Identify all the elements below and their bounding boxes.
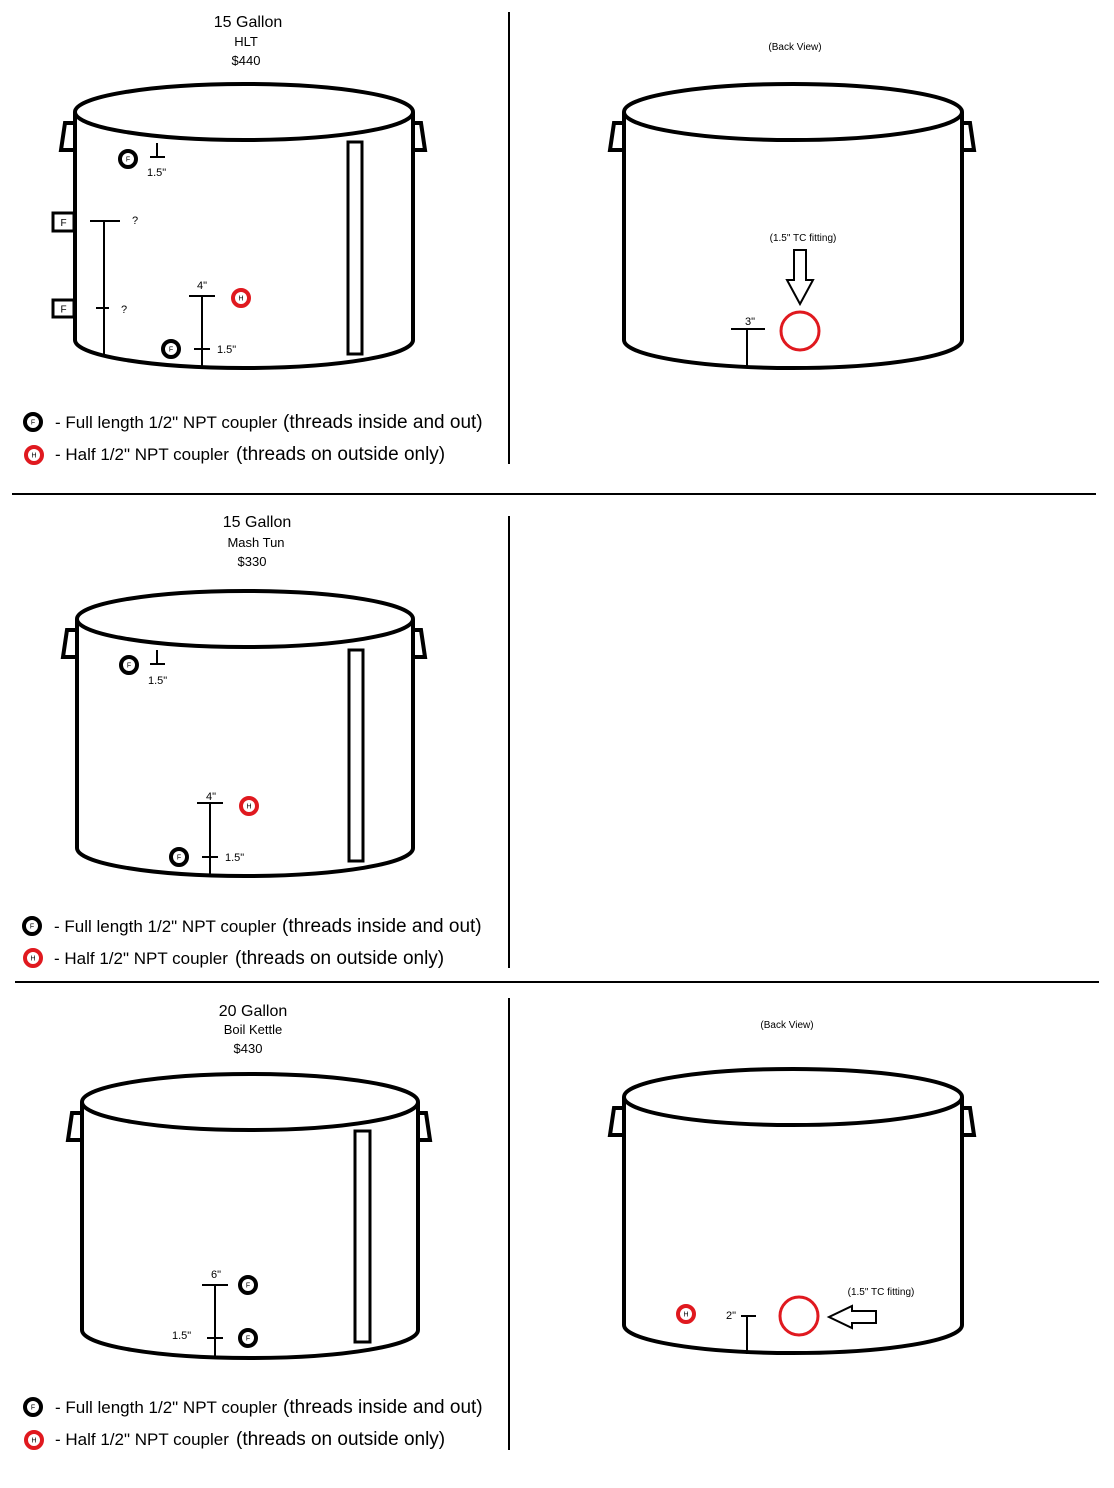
half-coupler-legend-letter: H <box>30 955 36 963</box>
dim-label-back: 3" <box>745 316 756 328</box>
full-coupler-letter: F <box>125 156 131 164</box>
mash-size: 15 Gallon <box>222 514 292 531</box>
sight-glass <box>349 650 363 861</box>
boil-price: $430 <box>233 1041 263 1056</box>
pot-rim <box>624 1069 962 1125</box>
pot-rim <box>75 84 413 140</box>
handle-left <box>610 123 624 150</box>
full-coupler-letter: F <box>245 1335 251 1343</box>
tc-fitting-circle <box>781 312 819 350</box>
dim-label-back: 2" <box>726 1310 737 1322</box>
mash-pot <box>63 591 425 876</box>
handle-left <box>610 1108 624 1135</box>
half-coupler-legend-letter: H <box>31 1437 37 1445</box>
full-coupler-legend-letter: F <box>30 1404 36 1412</box>
tc-fitting-label: (1.5" TC fitting) <box>847 1287 915 1298</box>
full-coupler-letter: F <box>176 854 182 862</box>
dim-label-top: 1.5" <box>147 167 167 179</box>
full-coupler-legend-letter: F <box>29 923 35 931</box>
hlt-back-view-label: (Back View) <box>768 42 822 53</box>
legend <box>25 1397 483 1450</box>
boil-back-view-label: (Back View) <box>760 1020 814 1031</box>
half-coupler-letter: H <box>246 803 252 811</box>
half-coupler-letter: H <box>238 295 244 303</box>
half-coupler-letter: H <box>683 1311 689 1319</box>
full-coupler-legend-note: (threads inside and out) <box>283 1397 483 1418</box>
dim-label-mid: 4" <box>206 791 217 803</box>
boil-panel <box>25 1003 483 1450</box>
half-coupler-legend-label: - Half 1/2" NPT coupler <box>55 445 229 464</box>
pot-rim <box>77 591 413 647</box>
boil-back-panel <box>610 1020 974 1354</box>
full-coupler-legend-label: - Full length 1/2" NPT coupler <box>55 413 278 432</box>
boil-pot <box>68 1074 430 1358</box>
dim-label-bottom: 1.5" <box>217 344 237 356</box>
half-coupler-legend-note: (threads on outside only) <box>236 1429 446 1450</box>
full-coupler-letter: F <box>126 662 132 670</box>
half-coupler-legend-note: (threads on outside only) <box>236 444 446 465</box>
full-coupler-legend-label: - Full length 1/2" NPT coupler <box>54 917 277 936</box>
handle-left <box>63 630 77 657</box>
full-coupler-legend-note: (threads inside and out) <box>282 916 482 937</box>
hlt-pot <box>61 84 425 368</box>
mash-price: $330 <box>237 554 267 569</box>
dim-label-bottom: 1.5" <box>225 852 245 864</box>
dim-label-top: 1.5" <box>148 675 168 687</box>
side-fitting-top-label: F <box>60 218 67 229</box>
full-coupler-legend-letter: F <box>30 419 36 427</box>
boil-name: Boil Kettle <box>223 1022 283 1037</box>
half-coupler-legend-label: - Half 1/2" NPT coupler <box>54 949 228 968</box>
hlt-name: HLT <box>234 34 258 49</box>
legend <box>25 412 483 465</box>
tc-fitting-label: (1.5" TC fitting) <box>769 233 837 244</box>
half-coupler-legend-label: - Half 1/2" NPT coupler <box>55 1430 229 1449</box>
tc-fitting-circle <box>780 1297 818 1335</box>
dim-label-bottom: 1.5" <box>172 1330 192 1342</box>
handle-left <box>61 123 75 150</box>
sight-glass <box>355 1131 370 1342</box>
sight-glass <box>348 142 362 354</box>
dim-label-q1: ? <box>132 215 139 227</box>
handle-left <box>68 1113 82 1140</box>
pot-rim <box>82 1074 418 1130</box>
pot-rim <box>624 84 962 140</box>
full-coupler-letter: F <box>168 346 174 354</box>
full-coupler-letter: F <box>245 1282 251 1290</box>
hlt-size: 15 Gallon <box>213 14 283 31</box>
legend <box>24 916 482 969</box>
dim-label-mid: 6" <box>211 1269 222 1281</box>
hlt-back-panel <box>610 42 974 368</box>
dim-label-mid: 4" <box>197 280 208 292</box>
half-coupler-legend-letter: H <box>31 452 37 460</box>
hlt-price: $440 <box>231 53 261 68</box>
full-coupler-legend-label: - Full length 1/2" NPT coupler <box>55 1398 278 1417</box>
mash-panel <box>24 514 482 969</box>
mash-name: Mash Tun <box>227 535 285 550</box>
half-coupler-legend-note: (threads on outside only) <box>235 948 445 969</box>
side-fitting-bottom-label: F <box>60 304 67 316</box>
dim-label-q2: ? <box>121 304 128 316</box>
hlt-panel <box>25 14 483 465</box>
boil-size: 20 Gallon <box>218 1003 288 1020</box>
full-coupler-legend-note: (threads inside and out) <box>283 412 483 433</box>
